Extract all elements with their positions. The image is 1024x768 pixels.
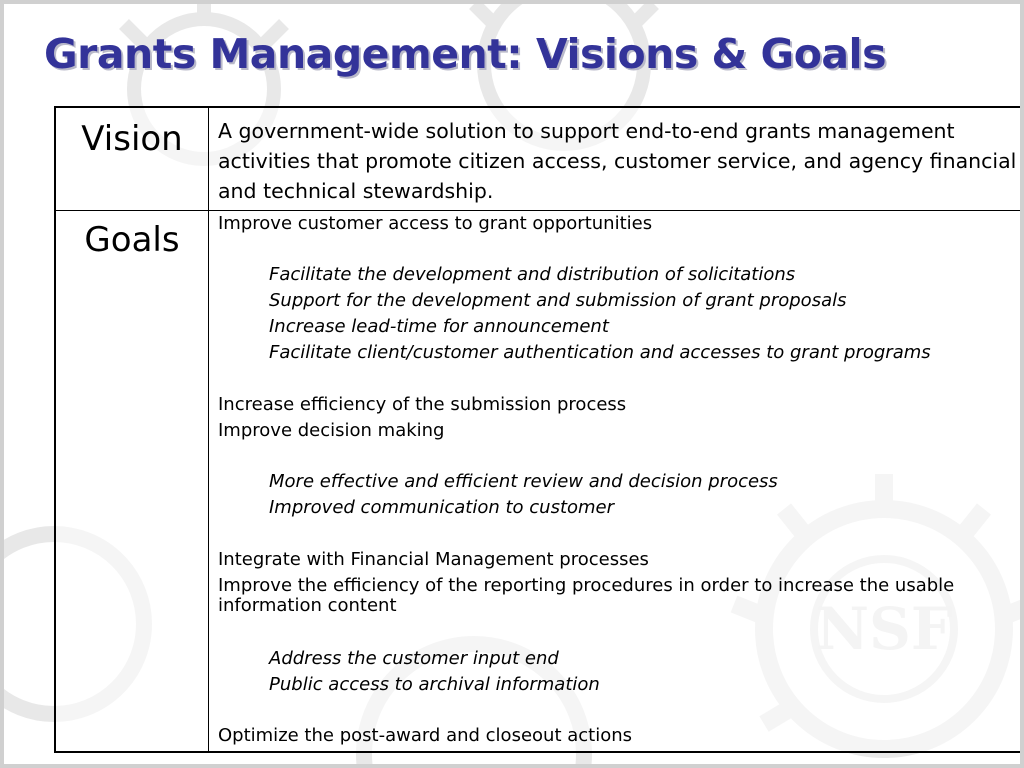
goal-item: Integrate with Financial Management processes [218, 549, 649, 570]
goal-subitem: Address the customer input end [269, 648, 559, 669]
goal-subitem: Facilitate the development and distribution of solicitations [269, 264, 796, 285]
vision-goals-table [54, 106, 1024, 753]
vision-statement: A government-wide solution to support end-to-end grants management activities that promote citizen access, customer service, and agency financial and technical stewardship. [218, 119, 1017, 203]
goals-label: Goals [84, 220, 180, 260]
table-column-divider [208, 108, 209, 751]
goal-item: Optimize the post-award and closeout actions [218, 725, 633, 746]
goal-subitem: Increase lead-time for announcement [269, 316, 609, 337]
goal-subitem: Public access to archival information [269, 674, 600, 695]
goal-subitem: Facilitate client/customer authentication and accesses to grant programs [269, 342, 931, 363]
goal-item: Improve customer access to grant opportunities [218, 213, 653, 234]
goals-list [218, 108, 1018, 751]
goal-item: Increase efficiency of the submission process [218, 394, 627, 415]
goal-subitem: More effective and efficient review and decision process [269, 471, 778, 492]
slide-title: Grants Management: Visions & Goals [44, 30, 886, 78]
goal-subitem: Improved communication to customer [269, 497, 615, 518]
goal-item: Improve decision making [218, 420, 445, 441]
goal-item: Improve the efficiency of the reporting procedures in order to increase the usable information content [218, 575, 955, 616]
goal-subitem: Support for the development and submission of grant proposals [269, 290, 847, 311]
vision-label: Vision [81, 119, 183, 159]
